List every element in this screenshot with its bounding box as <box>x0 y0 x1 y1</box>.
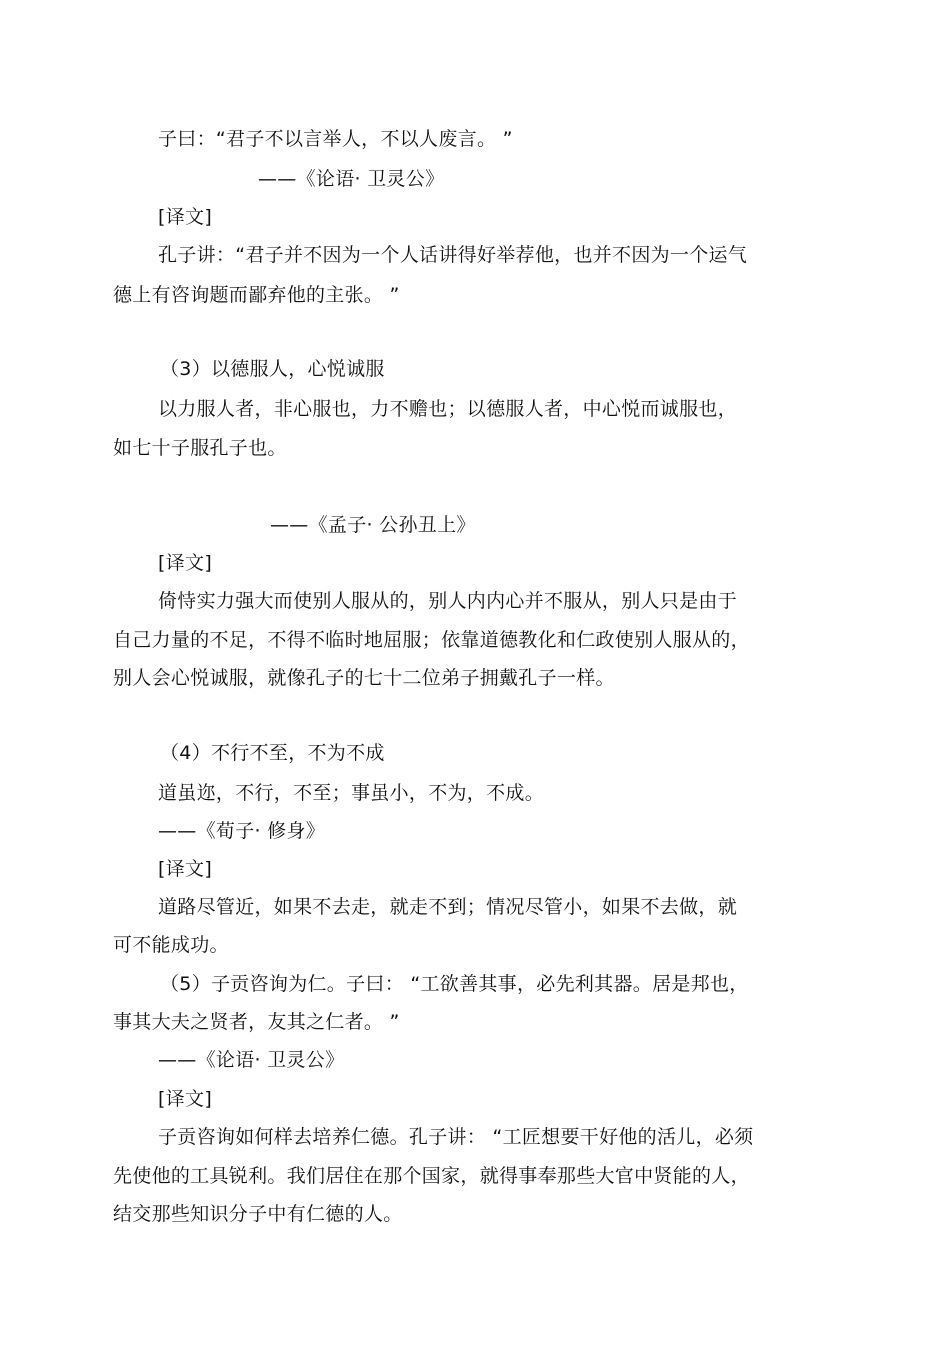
translation-label: [译文] <box>158 858 213 880</box>
quote-line: 如七十子服孔子也。 <box>113 437 287 459</box>
translation-line: 道路尽管近，如果不去走，就走不到；情况尽管小，如果不去做，就 <box>158 896 738 918</box>
source-citation: ——《论语· 卫灵公》 <box>258 168 445 190</box>
translation-line: 倚恃实力强大而使别人服从的，别人内内心并不服从，别人只是由于 <box>158 590 738 612</box>
translation-line: 结交那些知识分子中有仁德的人。 <box>113 1203 403 1225</box>
translation-label: [译文] <box>158 206 213 228</box>
translation-line: 德上有咨询题而鄙弃他的主张。 ” <box>113 284 400 306</box>
section-heading: （5）子贡咨询为仁。子曰： “工欲善其事，必先利其器。居是邦也， <box>160 973 749 995</box>
source-citation: ——《孟子· 公孙丑上》 <box>270 514 476 536</box>
quote-line: 子曰：“君子不以言举人，不以人废言。 ” <box>158 128 513 150</box>
section-heading: （4）不行不至，不为不成 <box>160 742 385 764</box>
translation-line: 子贡咨询如何样去培养仁德。孔子讲： “工匠想要干好他的活儿，必须 <box>158 1126 754 1148</box>
quote-line: 事其大夫之贤者，友其之仁者。 ” <box>113 1011 400 1033</box>
translation-line: 别人会心悦诚服，就像孔子的七十二位弟子拥戴孔子一样。 <box>113 667 615 689</box>
translation-line: 可不能成功。 <box>113 934 229 956</box>
translation-line: 自己力量的不足，不得不临时地屈服；依靠道德教化和仁政使别人服从的， <box>113 629 750 651</box>
quote-line: 道虽迩，不行，不至；事虽小，不为，不成。 <box>158 782 545 804</box>
source-citation: ——《论语· 卫灵公》 <box>158 1049 345 1071</box>
translation-line: 先使他的工具锐利。我们居住在那个国家，就得事奉那些大官中贤能的人， <box>113 1165 750 1187</box>
section-heading: （3）以德服人，心悦诚服 <box>160 358 385 380</box>
source-citation: ——《荀子· 修身》 <box>158 820 326 842</box>
translation-line: 孔子讲：“君子并不因为一个人话讲得好举荐他，也并不因为一个运气 <box>158 244 748 266</box>
quote-line: 以力服人者，非心服也，力不赡也；以德服人者，中心悦而诚服也， <box>158 398 738 420</box>
translation-label: [译文] <box>158 552 213 574</box>
translation-label: [译文] <box>158 1088 213 1110</box>
